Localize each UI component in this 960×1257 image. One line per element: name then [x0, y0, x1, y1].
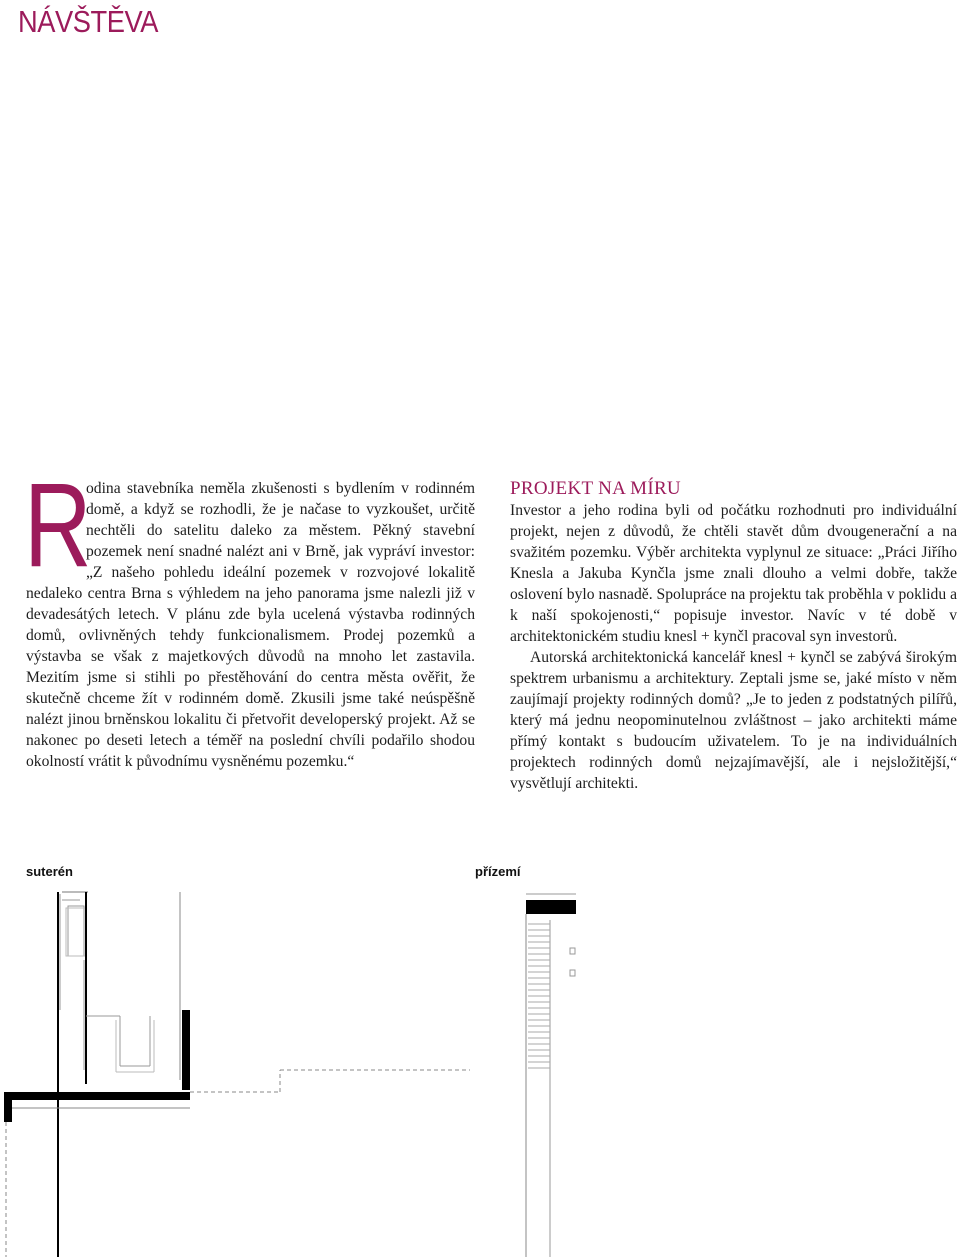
intro-paragraph: odina stavebníka neměla zkušenosti s bydlením v rodinném domě, a když se rozhodli, že je načase to vyzkoušet, určitě nechtěli do satelitu daleko za městem. Pěkný stavební pozemek není snadné nalézt ani v Brně, jak vypráví investor: „Z našeho pohledu ideální pozemek v rozvojové lokalitě nedaleko centra Brna s výhledem na jeho panorama jsme nalezli již v devadesátých letech. V plánu zde byla ucelená výstavba rodinných domů, ovlivněných tehdy funkcionalismem. Prodej pozemků a výstavba se však z majetkových důvodů na mnoho let zastavila. Mezitím jsme si stihli po přestěhování do centra města ověřit, že skutečně chceme žít v rodinném domě. Zkusili jsme také neúspěšně nalézt jinou brněnskou lokalitu či přetvořit developerský projekt. Až se nakonec po deseti letech a téměř na poslední chvíli podařilo shodou okolností vrátit k původnímu vysněnému pozemku.“	[26, 480, 475, 770]
drop-cap: R	[24, 458, 92, 592]
basement-plan-drawing	[4, 892, 470, 1257]
plan-label-ground-floor: přízemí	[475, 864, 521, 879]
section-title: NÁVŠTĚVA	[18, 4, 159, 39]
right-paragraph-2: Autorská architektonická kancelář knesl + kynčl se zabývá širokým spektrem urbanismu a architektury. Zeptali jsme se, jaké místo v něm zaujímají projekty rodinných domů? „Je to jeden z podstatných pilířů, který má jednu neopominutelnou zvláštnost – jako architekti máme přímý kontakt s budoucím uživatelem. To je na individuálních projektech rodinných domů nejzajímavější, ale i nejsložitější,“ vysvětlují architekti.	[510, 649, 957, 792]
article-right-column	[510, 478, 957, 794]
plan-label-basement: suterén	[26, 864, 73, 879]
stair-treads	[528, 924, 550, 1068]
subheading: PROJEKT NA MÍRU	[510, 478, 681, 499]
right-paragraph-1: Investor a jeho rodina byli od počátku rozhodnuti pro individuální projekt, nejen z důvodů, že chtěli stavět dům dvougenerační a na svažitém pozemku. Výběr architekta vyplynul ze situace: „Práci Jiřího Knesla a Jakuba Kynčla jsme znali dlouho a velmi dobře, takže oslovení bylo nasnadě. Spolupráce na projektu tak proběhla v poklidu a k naší spokojenosti,“ popisuje investor. Navíc v té době v architektonickém studiu knesl + kynčl pracoval syn investorů.	[510, 502, 957, 645]
article-left-column	[24, 458, 475, 772]
ground-floor-plan-drawing	[526, 894, 576, 1257]
floor-plans	[0, 880, 960, 1257]
